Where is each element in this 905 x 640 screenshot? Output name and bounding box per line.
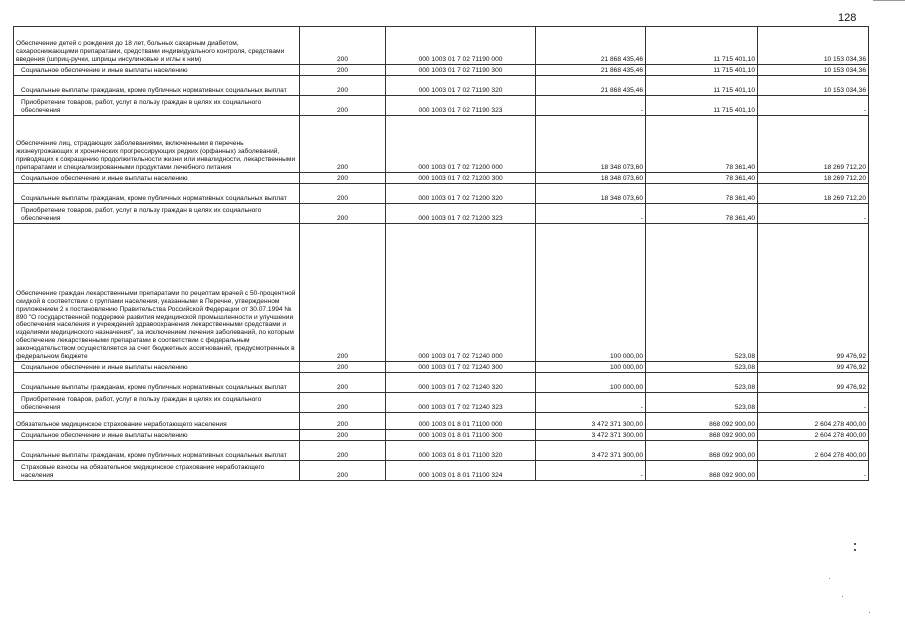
row-value2-cell: 868 092 900,00 [646, 430, 758, 441]
table-row [14, 96, 869, 116]
row-kvr-cell: 200 [300, 413, 386, 430]
row-kvr-cell: 200 [300, 184, 386, 204]
row-name-cell [14, 116, 300, 173]
row-kvr-cell: 200 [300, 65, 386, 76]
row-name-text: Социальные выплаты гражданам, кроме публичных нормативных социальных выплат [21, 452, 287, 460]
row-value1-cell: 100 000,00 [536, 224, 646, 362]
row-code-cell: 000 1003 01 7 02 71240 300 [386, 362, 536, 373]
table-row [14, 362, 869, 373]
row-code-cell: 000 1003 01 8 01 71100 300 [386, 430, 536, 441]
row-kvr-cell: 200 [300, 27, 386, 65]
row-value1-cell: 3 472 371 300,00 [536, 413, 646, 430]
row-name-text: Приобретение товаров, работ, услуг в пользу граждан в целях их социального обеспечения [21, 99, 262, 115]
row-code-cell: 000 1003 01 8 01 71100 000 [386, 413, 536, 430]
table-row [14, 116, 869, 173]
row-name-text: Обязательное медицинское страхование неработающего населения [16, 421, 227, 429]
row-code-cell: 000 1003 01 7 02 71190 320 [386, 76, 536, 96]
row-code-cell: 000 1003 01 7 02 71200 320 [386, 184, 536, 204]
row-value1-cell: 21 868 435,46 [536, 27, 646, 65]
row-value1-cell: 3 472 371 300,00 [536, 441, 646, 461]
row-kvr-cell: 200 [300, 204, 386, 224]
row-kvr-cell: 200 [300, 116, 386, 173]
row-value2-cell: 11 715 401,10 [646, 76, 758, 96]
row-name-text: Приобретение товаров, работ, услуг в пользу граждан в целях их социального обеспечения [21, 396, 262, 412]
table-row [14, 184, 869, 204]
row-value2-cell: 78 361,40 [646, 184, 758, 204]
row-value2-cell: 78 361,40 [646, 204, 758, 224]
row-value1-cell: - [536, 96, 646, 116]
row-value3-cell: 99 476,92 [758, 373, 869, 393]
row-kvr-cell: 200 [300, 373, 386, 393]
row-name-text: Страховые взносы на обязательное медицинское страхование неработающего населения [21, 464, 265, 480]
row-value1-cell: 21 868 435,46 [536, 65, 646, 76]
row-name-cell [14, 173, 300, 184]
row-name-text: Социальные выплаты гражданам, кроме публичных нормативных социальных выплат [21, 87, 287, 95]
margin-dot [854, 543, 856, 545]
table-row [14, 413, 869, 430]
row-kvr-cell: 200 [300, 362, 386, 373]
row-value2-cell: 11 715 401,10 [646, 65, 758, 76]
scan-speck [842, 596, 843, 597]
row-value3-cell: 2 604 278 400,00 [758, 413, 869, 430]
row-name-cell [14, 65, 300, 76]
row-name-text: Социальные выплаты гражданам, кроме публичных нормативных социальных выплат [21, 195, 287, 203]
row-value1-cell: 18 348 073,60 [536, 184, 646, 204]
row-name-cell [14, 413, 300, 430]
row-value3-cell: 99 476,92 [758, 224, 869, 362]
row-name-text: Приобретение товаров, работ, услуг в пользу граждан в целях их социального обеспечения [21, 207, 262, 223]
row-name-text: Социальное обеспечение и иные выплаты населению [21, 432, 188, 440]
row-value3-cell: 10 153 034,36 [758, 27, 869, 65]
row-kvr-cell: 200 [300, 96, 386, 116]
row-kvr-cell: 200 [300, 430, 386, 441]
table-row [14, 76, 869, 96]
scan-edge-line [873, 0, 905, 1]
table-row [14, 393, 869, 413]
row-value2-cell: 523,08 [646, 373, 758, 393]
row-name-text: Социальные выплаты гражданам, кроме публичных нормативных социальных выплат [21, 384, 287, 392]
row-code-cell: 000 1003 01 7 02 71190 000 [386, 27, 536, 65]
row-code-cell: 000 1003 01 7 02 71240 323 [386, 393, 536, 413]
row-name-text: Социальное обеспечение и иные выплаты населению [21, 175, 188, 183]
row-code-cell: 000 1003 01 8 01 71100 324 [386, 461, 536, 481]
budget-table [13, 26, 869, 481]
row-value3-cell: 18 269 712,20 [758, 173, 869, 184]
table-row [14, 441, 869, 461]
row-name-cell [14, 461, 300, 481]
row-value2-cell: 11 715 401,10 [646, 96, 758, 116]
row-value3-cell: - [758, 204, 869, 224]
row-name-text: Социальное обеспечение и иные выплаты населению [21, 364, 188, 372]
row-name-cell [14, 27, 300, 65]
row-value3-cell: 2 604 278 400,00 [758, 441, 869, 461]
row-value1-cell: 18 348 073,60 [536, 116, 646, 173]
row-value3-cell: 18 269 712,20 [758, 116, 869, 173]
row-code-cell: 000 1003 01 8 01 71100 320 [386, 441, 536, 461]
table-row [14, 204, 869, 224]
row-value2-cell: 868 092 900,00 [646, 413, 758, 430]
table-row [14, 461, 869, 481]
row-kvr-cell: 200 [300, 173, 386, 184]
row-name-cell [14, 224, 300, 362]
table-row [14, 224, 869, 362]
row-kvr-cell: 200 [300, 393, 386, 413]
row-value2-cell: 11 715 401,10 [646, 27, 758, 65]
margin-dot [854, 549, 856, 551]
row-value2-cell: 868 092 900,00 [646, 461, 758, 481]
row-value3-cell: 10 153 034,36 [758, 76, 869, 96]
row-value1-cell: - [536, 393, 646, 413]
row-code-cell: 000 1003 01 7 02 71190 300 [386, 65, 536, 76]
table-row [14, 173, 869, 184]
row-value3-cell: 2 604 278 400,00 [758, 430, 869, 441]
row-name-cell [14, 441, 300, 461]
row-code-cell: 000 1003 01 7 02 71240 000 [386, 224, 536, 362]
row-name-cell [14, 393, 300, 413]
row-value2-cell: 523,08 [646, 224, 758, 362]
row-value2-cell: 78 361,40 [646, 116, 758, 173]
row-value2-cell: 868 092 900,00 [646, 441, 758, 461]
row-value3-cell: 10 153 034,36 [758, 65, 869, 76]
row-value3-cell: - [758, 461, 869, 481]
row-name-cell [14, 430, 300, 441]
row-code-cell: 000 1003 01 7 02 71190 323 [386, 96, 536, 116]
row-value2-cell: 78 361,40 [646, 173, 758, 184]
row-kvr-cell: 200 [300, 441, 386, 461]
row-name-text: Обеспечение лиц, страдающих заболеваниями, включенными в перечень жизнеугрожающих и хронических прогрессирующих редких (орфанных) заболеваний, приводящих к сокращению продолжительности жизни или инвалидности, лекарственными препаратами и специализированными продуктами лечебного питания [16, 140, 296, 172]
row-name-text: Социальное обеспечение и иные выплаты населению [21, 67, 188, 75]
row-value1-cell: - [536, 204, 646, 224]
row-value1-cell: 3 472 371 300,00 [536, 430, 646, 441]
row-kvr-cell: 200 [300, 461, 386, 481]
row-value1-cell: 100 000,00 [536, 362, 646, 373]
row-value1-cell: - [536, 461, 646, 481]
row-value3-cell: 99 476,92 [758, 362, 869, 373]
row-name-cell [14, 362, 300, 373]
row-value3-cell: 18 269 712,20 [758, 184, 869, 204]
row-kvr-cell: 200 [300, 224, 386, 362]
row-kvr-cell: 200 [300, 76, 386, 96]
table-row [14, 430, 869, 441]
row-name-cell [14, 76, 300, 96]
row-value2-cell: 523,08 [646, 393, 758, 413]
row-name-text: Обеспечение детей с рождения до 18 лет, больных сахарным диабетом, сахароснижающими препаратами, средствами индивидуального контроля, средствами введения (шприц-ручки, шприцы инсулиновые и иглы к ним) [16, 40, 285, 64]
row-value1-cell: 100 000,00 [536, 373, 646, 393]
table-row [14, 65, 869, 76]
row-name-cell [14, 373, 300, 393]
row-name-cell [14, 184, 300, 204]
row-name-text: Обеспечение граждан лекарственными препаратами по рецептам врачей с 50-процентной скидкой в соответствии с группами населения, указанными в Перечне, утвержденном приложением 2 к постановлению Правительства Российской Федерации от 30.07.1994 № 890 "О государственной поддержке развития медицинской промышленности и улучшении обеспечения населения и учреждений здравоохранения лекарственными средствами и изделиями медицинского назначения", за исключением лечения заболеваний, по которым обеспечение лекарственными препаратами в соответствии с федеральным законодательством осуществляется за счет бюджетных ассигнований, предусмотренных в федеральном бюджете [16, 289, 296, 361]
page-number: 128 [838, 12, 857, 24]
row-code-cell: 000 1003 01 7 02 71200 000 [386, 116, 536, 173]
row-name-cell [14, 96, 300, 116]
scan-speck [869, 612, 870, 613]
row-value3-cell: - [758, 393, 869, 413]
row-value1-cell: 18 348 073,60 [536, 173, 646, 184]
row-code-cell: 000 1003 01 7 02 71200 323 [386, 204, 536, 224]
row-code-cell: 000 1003 01 7 02 71200 300 [386, 173, 536, 184]
row-value3-cell: - [758, 96, 869, 116]
row-code-cell: 000 1003 01 7 02 71240 320 [386, 373, 536, 393]
budget-table-body [14, 27, 869, 481]
row-name-cell [14, 204, 300, 224]
row-value1-cell: 21 868 435,46 [536, 76, 646, 96]
scan-speck [829, 578, 830, 579]
table-row [14, 27, 869, 65]
table-row [14, 373, 869, 393]
row-value2-cell: 523,08 [646, 362, 758, 373]
